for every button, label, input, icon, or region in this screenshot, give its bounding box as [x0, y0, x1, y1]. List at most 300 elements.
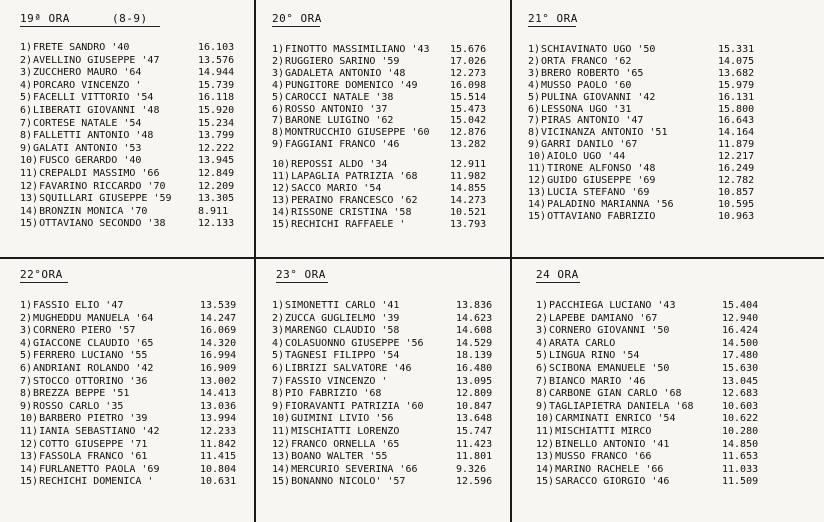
entry-name: CAROCCI NATALE '38 [285, 91, 394, 103]
entry-row [20, 218, 246, 230]
entry-rank: 13) [20, 193, 39, 205]
entry-row [20, 42, 246, 54]
entry-rank: 10) [528, 151, 547, 163]
entry-row [272, 115, 498, 127]
entry-rank: 1) [20, 42, 33, 53]
entry-time: 16.118 [198, 92, 235, 104]
entry-row [536, 376, 770, 388]
entry-row [20, 55, 246, 67]
entry-time: 10.595 [718, 198, 755, 210]
entry-time: 10.603 [722, 400, 759, 412]
entry-time: 11.423 [456, 438, 493, 450]
entry-row [528, 44, 766, 56]
entry-rank: 1) [536, 300, 549, 311]
entry-rank: 13) [536, 451, 555, 463]
entry-time: 15.331 [718, 44, 755, 55]
entry-row [528, 175, 766, 187]
entry-name: PIRAS ANTONIO '47 [541, 115, 644, 127]
entry-time: 16.103 [198, 42, 235, 53]
entry-time: 15.979 [718, 79, 755, 91]
entry-time: 15.739 [198, 79, 235, 91]
entry-rank: 12) [528, 174, 547, 186]
entry-name: SACCO MARIO '54 [291, 182, 382, 194]
entry-row [536, 464, 770, 476]
entry-rank: 3) [536, 325, 549, 337]
entry-name: RECHICHI RAFFAELE ' [291, 218, 406, 230]
divider-horizontal [0, 257, 824, 259]
entry-rank: 14) [20, 205, 39, 217]
entry-rank: 15) [272, 218, 291, 230]
entry-row [272, 350, 504, 362]
entry-row [20, 376, 248, 388]
entry-row [272, 80, 498, 92]
entry-time: 14.413 [200, 388, 237, 400]
entry-time: 10.622 [722, 413, 759, 425]
entry-row [272, 363, 504, 375]
entry-name: PORCARO VINCENZO ' [33, 79, 142, 91]
entry-rank: 9) [272, 400, 285, 412]
entry-row [20, 350, 248, 362]
entry-name: ARATA CARLO [549, 337, 616, 349]
entry-rank: 14) [272, 206, 291, 218]
entry-name: GUIDO GIUSEPPE '69 [547, 174, 656, 186]
entry-name: RUGGIERO SARINO '59 [285, 55, 400, 67]
entry-rank: 1) [20, 300, 33, 311]
entry-rank: 4) [272, 337, 285, 349]
entry-rank: 11) [536, 426, 555, 437]
entry-time: 12.273 [450, 67, 487, 79]
entry-name: OTTAVIANO FABRIZIO [547, 210, 656, 222]
entry-rank: 9) [536, 400, 549, 412]
entry-rank: 13) [272, 451, 291, 463]
entry-time: 13.539 [200, 300, 237, 311]
entry-rank: 12) [272, 438, 291, 450]
entry-time: 15.473 [450, 103, 487, 115]
entry-rank: 14) [272, 463, 291, 475]
entry-row [272, 338, 504, 350]
panel-title: 21° ORA [528, 12, 578, 25]
entry-name: CORTESE NATALE '54 [33, 117, 142, 129]
title-underline [272, 26, 320, 27]
entry-time: 16.909 [200, 363, 237, 374]
entry-time: 16.480 [456, 363, 493, 374]
entry-name: FRETE SANDRO '40 [33, 42, 130, 53]
entry-rank: 3) [20, 325, 33, 337]
entry-row [20, 300, 248, 312]
entry-row [272, 56, 498, 68]
entry-time: 16.643 [718, 115, 755, 127]
entry-name: LUCIA STEFANO '69 [547, 186, 650, 198]
entry-row [272, 376, 504, 388]
entry-row [272, 219, 498, 231]
entry-name: MUSSO PAOLO '60 [541, 79, 632, 91]
entry-row [272, 159, 498, 171]
entry-row [536, 451, 770, 463]
entry-name: MUGHEDDU MANUELA '64 [33, 312, 154, 324]
entry-rank: 14) [20, 463, 39, 475]
entry-name: MUSSO FRANCO '66 [555, 451, 652, 463]
entry-name: PULINA GIOVANNI '42 [541, 91, 656, 103]
entry-rank: 10) [20, 155, 39, 167]
entry-row [536, 439, 770, 451]
entry-row [20, 476, 248, 488]
entry-rank: 8) [20, 130, 33, 142]
entry-row [528, 127, 766, 139]
entry-rank: 5) [528, 91, 541, 103]
entry-rank: 12) [272, 182, 291, 194]
entry-row [536, 401, 770, 413]
entry-name: FUSCO GERARDO '40 [39, 155, 142, 167]
entry-time: 11.879 [718, 139, 755, 151]
entry-time: 12.876 [450, 127, 487, 139]
entry-time: 12.222 [198, 142, 235, 154]
entry-time: 10.963 [718, 210, 755, 222]
entry-time: 12.683 [722, 388, 759, 400]
entry-time: 12.133 [198, 218, 235, 230]
entry-rank: 15) [20, 476, 39, 488]
entry-name: CORNERO PIERO '57 [33, 325, 136, 337]
entry-row [536, 476, 770, 488]
entry-row [20, 130, 246, 142]
entry-row [20, 401, 248, 413]
entry-row [536, 325, 770, 337]
entry-name: BARONE LUIGINO '62 [285, 115, 394, 127]
entry-time: 12.233 [200, 426, 237, 437]
entry-name: SIMONETTI CARLO '41 [285, 300, 400, 311]
entry-row [20, 155, 246, 167]
panel-subtitle: (8-9) [112, 12, 148, 25]
title-underline [276, 282, 328, 283]
entry-time: 14.500 [722, 337, 759, 349]
entry-rank: 2) [272, 312, 285, 324]
entry-row [272, 313, 504, 325]
entry-time: 16.131 [718, 91, 755, 103]
entry-time: 14.164 [718, 127, 755, 139]
entry-row [20, 105, 246, 117]
entry-rank: 8) [20, 388, 33, 400]
entry-row [20, 413, 248, 425]
entry-name: FINOTTO MASSIMILIANO '43 [285, 44, 430, 55]
entry-row [528, 68, 766, 80]
panel-title: 20° ORA [272, 12, 322, 25]
entry-rank: 2) [272, 55, 285, 67]
entry-row [528, 187, 766, 199]
entry-name: ROSSO ANTONIO '37 [285, 103, 388, 115]
entry-row [272, 401, 504, 413]
entry-name: GADALETA ANTONIO '48 [285, 67, 406, 79]
entry-row [20, 464, 248, 476]
entry-rank: 1) [272, 44, 285, 55]
entry-time: 10.521 [450, 206, 487, 218]
entry-name: COTTO GIUSEPPE '71 [39, 438, 148, 450]
entry-rank: 11) [272, 171, 291, 182]
entry-rank: 12) [20, 180, 39, 192]
entry-row [272, 464, 504, 476]
entry-row [20, 388, 248, 400]
entry-row [272, 183, 498, 195]
entry-row [536, 350, 770, 362]
entry-time: 11.415 [200, 451, 237, 463]
entry-name: FAGGIANI FRANCO '46 [285, 139, 400, 151]
entry-name: PALADINO MARIANNA '56 [547, 198, 674, 210]
entry-row [528, 104, 766, 116]
entry-time: 13.002 [200, 375, 237, 387]
entry-time: 12.209 [198, 180, 235, 192]
entry-time: 15.404 [722, 300, 759, 311]
entry-time: 14.944 [198, 67, 235, 79]
entry-row [536, 300, 770, 312]
entry-rank: 1) [272, 300, 285, 311]
entry-name: BREZZA BEPPE '51 [33, 388, 130, 400]
entry-rank: 8) [272, 388, 285, 400]
entry-time: 14.273 [450, 194, 487, 206]
panel-title: 23° ORA [276, 268, 326, 281]
entry-row [528, 115, 766, 127]
entry-row [20, 451, 248, 463]
entry-time: 11.509 [722, 476, 759, 488]
entry-name: LIBERATI GIOVANNI '48 [33, 105, 160, 116]
entry-name: LAPEBE DAMIANO '67 [549, 312, 658, 324]
entry-row [20, 313, 248, 325]
entry-name: GUIMINI LIVIO '56 [291, 413, 394, 425]
entry-row [536, 413, 770, 425]
entry-name: SCIBONA EMANUELE '50 [549, 363, 670, 374]
entry-rank: 7) [272, 115, 285, 127]
entry-rank: 6) [20, 105, 33, 116]
entry-rank: 5) [536, 350, 549, 362]
entry-name: TAGLIAPIETRA DANIELA '68 [549, 400, 694, 412]
entry-time: 13.095 [456, 375, 493, 387]
entry-name: COLASUONNO GIUSEPPE '56 [285, 337, 424, 349]
entry-row [272, 68, 498, 80]
entry-name: BARBERO PIETRO '39 [39, 413, 148, 425]
entry-name: BOANO WALTER '55 [291, 451, 388, 463]
entry-rank: 8) [528, 127, 541, 139]
entry-rank: 15) [536, 476, 555, 488]
entry-time: 13.576 [198, 54, 235, 66]
entry-name: LIBRIZI SALVATORE '46 [285, 363, 412, 374]
entry-row [536, 313, 770, 325]
entry-rank: 10) [272, 413, 291, 425]
entry-rank: 6) [528, 103, 541, 115]
entry-name: CARBONE GIAN CARLO '68 [549, 388, 682, 400]
entry-row [528, 211, 766, 223]
entry-time: 16.069 [200, 325, 237, 337]
entry-rank: 12) [536, 438, 555, 450]
entry-row [272, 476, 504, 488]
entry-rank: 4) [536, 337, 549, 349]
entry-name: FERRERO LUCIANO '55 [33, 350, 148, 362]
entry-name: FASSIO VINCENZO ' [285, 375, 388, 387]
entry-name: MARINO RACHELE '66 [555, 463, 664, 475]
entry-row [536, 426, 770, 438]
entry-name: OTTAVIANO SECONDO '38 [39, 218, 166, 230]
entry-time: 14.855 [450, 182, 487, 194]
entry-row [272, 44, 498, 56]
entry-row [20, 426, 248, 438]
entry-rank: 10) [272, 159, 291, 171]
entry-row [536, 338, 770, 350]
entry-time: 17.026 [450, 55, 487, 67]
entry-time: 12.911 [450, 159, 487, 171]
entry-row [272, 92, 498, 104]
entry-row [20, 338, 248, 350]
entry-time: 14.608 [456, 325, 493, 337]
entry-rank: 11) [20, 426, 39, 437]
entry-rank: 6) [272, 103, 285, 115]
entry-rank: 5) [272, 91, 285, 103]
entry-row [20, 193, 246, 205]
entry-name: FALLETTI ANTONIO '48 [33, 130, 154, 142]
entry-rank: 11) [272, 426, 291, 437]
title-underline [528, 26, 576, 27]
entry-row [272, 300, 504, 312]
entry-name: GARRI DANILO '67 [541, 139, 638, 151]
entry-row [20, 439, 248, 451]
entry-rank: 5) [20, 350, 33, 362]
entry-time: 10.280 [722, 426, 759, 437]
entry-name: LAPAGLIA PATRIZIA '68 [291, 171, 418, 182]
entry-name: IANIA SEBASTIANO '42 [39, 426, 160, 437]
panel-title: 24 ORA [536, 268, 579, 281]
entry-name: MONTRUCCHIO GIUSEPPE '60 [285, 127, 430, 139]
entry-rank: 6) [272, 363, 285, 374]
entry-time: 15.514 [450, 91, 487, 103]
entry-row [536, 388, 770, 400]
entry-name: MISCHIATTI LORENZO [291, 426, 400, 437]
entry-name: SARACCO GIORGIO '46 [555, 476, 670, 488]
entry-rank: 2) [536, 312, 549, 324]
entry-name: RECHICHI DOMENICA ' [39, 476, 154, 488]
entry-name: FAVARINO RICCARDO '70 [39, 180, 166, 192]
entry-row [528, 139, 766, 151]
entry-rank: 3) [528, 67, 541, 79]
entry-rank: 3) [272, 67, 285, 79]
entry-time: 14.529 [456, 337, 493, 349]
entry-rank: 13) [20, 451, 39, 463]
entry-row [20, 80, 246, 92]
entry-row [20, 363, 248, 375]
entry-rank: 10) [20, 413, 39, 425]
entry-name: LINGUA RINO '54 [549, 350, 640, 362]
entry-rank: 7) [20, 117, 33, 129]
entry-time: 15.747 [456, 426, 493, 437]
entry-time: 13.045 [722, 375, 759, 387]
entry-row [272, 207, 498, 219]
entry-rank: 9) [20, 142, 33, 154]
entry-row [272, 171, 498, 183]
entry-rank: 5) [20, 92, 33, 104]
entry-name: BINELLO ANTONIO '41 [555, 438, 670, 450]
entry-rank: 2) [20, 312, 33, 324]
entry-rank: 4) [20, 79, 33, 91]
entry-row [20, 168, 246, 180]
entry-time: 13.994 [200, 413, 237, 425]
entry-time: 13.282 [450, 139, 487, 151]
entry-rank: 11) [528, 163, 547, 174]
entry-name: BONANNO NICOLO' '57 [291, 476, 406, 488]
entry-rank: 13) [272, 194, 291, 206]
entry-rank: 14) [536, 463, 555, 475]
entry-time: 14.623 [456, 312, 493, 324]
entry-time: 11.842 [200, 438, 237, 450]
entry-row [20, 143, 246, 155]
entry-row [272, 451, 504, 463]
entry-rank: 7) [20, 375, 33, 387]
entry-rank: 3) [272, 325, 285, 337]
entry-time: 12.596 [456, 476, 493, 488]
entry-name: FURLANETTO PAOLA '69 [39, 463, 160, 475]
entry-name: PIO FABRIZIO '68 [285, 388, 382, 400]
entry-time: 12.849 [198, 168, 235, 179]
entry-row [20, 206, 246, 218]
entry-row [20, 92, 246, 104]
entry-name: PACCHIEGA LUCIANO '43 [549, 300, 676, 311]
entry-name: AIOLO UGO '44 [547, 151, 626, 163]
entry-row [272, 127, 498, 139]
entry-rank: 7) [272, 375, 285, 387]
entry-name: BRONZIN MONICA '70 [39, 205, 148, 217]
entry-name: BRERO ROBERTO '65 [541, 67, 644, 79]
entry-time: 10.804 [200, 463, 237, 475]
entry-time: 12.940 [722, 312, 759, 324]
entry-time: 8.911 [198, 205, 229, 217]
entry-rank: 15) [272, 476, 291, 488]
entry-rank: 8) [536, 388, 549, 400]
entry-name: LESSONA UGO '31 [541, 103, 632, 115]
entry-name: ZUCCA GUGLIELMO '39 [285, 312, 400, 324]
entry-rank: 7) [528, 115, 541, 127]
entry-name: MISCHIATTI MIRCO [555, 426, 652, 437]
entry-rank: 6) [20, 363, 33, 374]
entry-name: ORTA FRANCO '62 [541, 55, 632, 67]
entry-row [20, 67, 246, 79]
entry-rank: 2) [528, 55, 541, 67]
entry-row [536, 363, 770, 375]
entry-rank: 14) [528, 198, 547, 210]
entry-rank: 7) [536, 375, 549, 387]
entry-name: SQUILLARI GIUSEPPE '59 [39, 193, 172, 205]
entry-name: AVELLINO GIUSEPPE '47 [33, 54, 160, 66]
entry-name: VICINANZA ANTONIO '51 [541, 127, 668, 139]
entry-name: RISSONE CRISTINA '58 [291, 206, 412, 218]
entry-time: 16.994 [200, 350, 237, 362]
entry-name: BIANCO MARIO '46 [549, 375, 646, 387]
entry-time: 13.682 [718, 67, 755, 79]
entry-rank: 13) [528, 186, 547, 198]
entry-time: 11.653 [722, 451, 759, 463]
entry-rank: 3) [20, 67, 33, 79]
entry-time: 13.036 [200, 400, 237, 412]
entry-time: 16.249 [718, 163, 755, 174]
entry-time: 12.782 [718, 174, 755, 186]
entry-time: 14.320 [200, 337, 237, 349]
entry-time: 11.801 [456, 451, 493, 463]
entry-row [272, 139, 498, 151]
entry-time: 9.326 [456, 463, 487, 475]
title-underline [536, 282, 580, 283]
entry-row [272, 426, 504, 438]
entry-name: FASSOLA FRANCO '61 [39, 451, 148, 463]
entry-name: TAGNESI FILIPPO '54 [285, 350, 400, 362]
entry-time: 15.920 [198, 105, 235, 116]
entry-name: CREPALDI MASSIMO '66 [39, 168, 160, 179]
entry-name: FACELLI VITTORIO '54 [33, 92, 154, 104]
entry-row [20, 181, 246, 193]
entry-row [528, 56, 766, 68]
entry-time: 13.836 [456, 300, 493, 311]
entry-time: 13.793 [450, 218, 487, 230]
